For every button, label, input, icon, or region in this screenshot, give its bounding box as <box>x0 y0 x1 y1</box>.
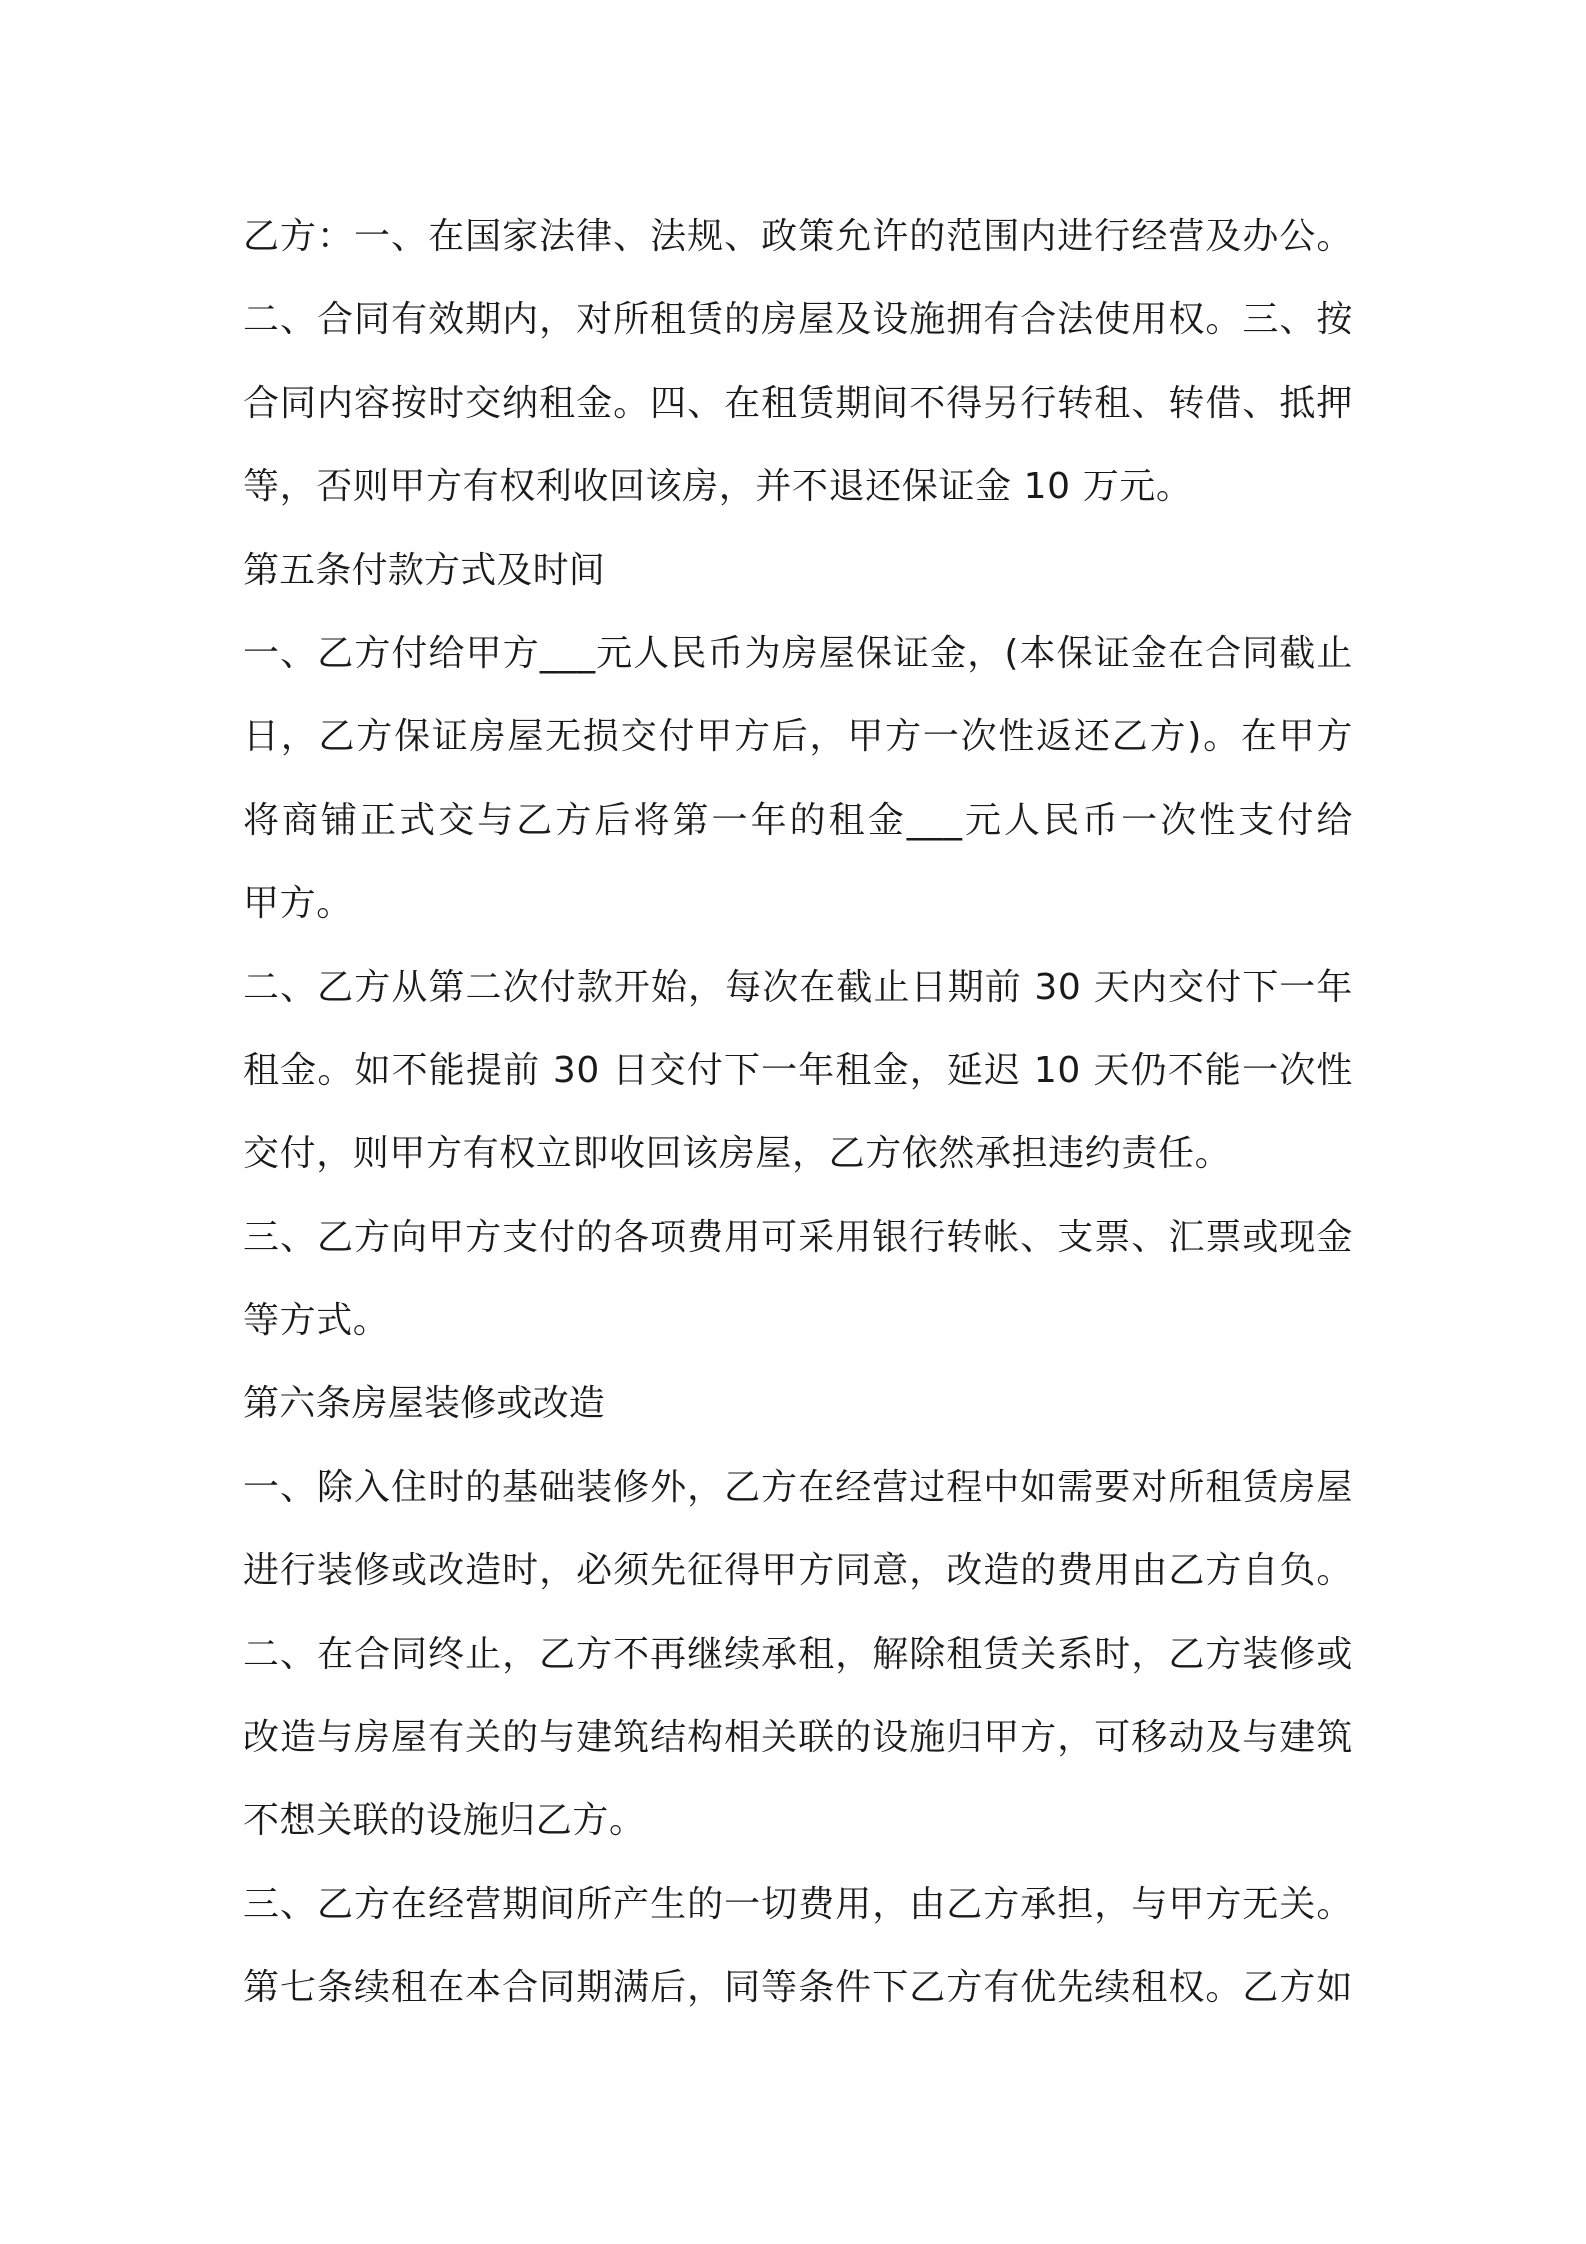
text-line: 一、除入住时的基础装修外，乙方在经营过程中如需要对所租赁房屋 <box>243 1466 1353 1508</box>
text-line: 将商铺正式交与乙方后将第一年的租金___元人民币一次性支付给 <box>243 799 1353 841</box>
text-line: 二、乙方从第二次付款开始，每次在截止日期前 30 天内交付下一年 <box>243 966 1353 1008</box>
text-line: 乙方：一、在国家法律、法规、政策允许的范围内进行经营及办公。 <box>243 216 1353 257</box>
section-heading: 第六条房屋装修或改造 <box>243 1383 606 1425</box>
text-line: 等方式。 <box>243 1300 390 1342</box>
text-line: 甲方。 <box>243 883 353 925</box>
text-line: 进行装修或改造时，必须先征得甲方同意，改造的费用由乙方自负。 <box>243 1550 1353 1592</box>
text-line: 二、在合同终止，乙方不再继续承租，解除租赁关系时，乙方装修或 <box>243 1633 1353 1675</box>
text-line: 交付，则甲方有权立即收回该房屋，乙方依然承担违约责任。 <box>243 1133 1232 1175</box>
text-line: 第七条续租在本合同期满后，同等条件下乙方有优先续租权。乙方如 <box>243 1967 1353 2009</box>
text-line: 合同内容按时交纳租金。四、在租赁期间不得另行转租、转借、抵押 <box>243 382 1353 424</box>
text-line: 租金。如不能提前 30 日交付下一年租金，延迟 10 天仍不能一次性 <box>243 1049 1353 1091</box>
text-line: 三、乙方向甲方支付的各项费用可采用银行转帐、支票、汇票或现金 <box>243 1216 1353 1258</box>
text-line: 一、乙方付给甲方___元人民币为房屋保证金，(本保证金在合同截止 <box>243 632 1353 674</box>
text-line: 改造与房屋有关的与建筑结构相关联的设施归甲方，可移动及与建筑 <box>243 1717 1353 1759</box>
text-line: 不想关联的设施归乙方。 <box>243 1800 646 1842</box>
text-line: 等，否则甲方有权利收回该房，并不退还保证金 10 万元。 <box>243 466 1193 508</box>
section-heading: 第五条付款方式及时间 <box>243 549 606 591</box>
text-line: 二、合同有效期内，对所租赁的房屋及设施拥有合法使用权。三、按 <box>243 299 1353 341</box>
document-body <box>243 195 1353 2030</box>
text-line: 三、乙方在经营期间所产生的一切费用，由乙方承担，与甲方无关。 <box>243 1883 1353 1925</box>
text-line: 日，乙方保证房屋无损交付甲方后，甲方一次性返还乙方)。在甲方 <box>243 716 1353 758</box>
